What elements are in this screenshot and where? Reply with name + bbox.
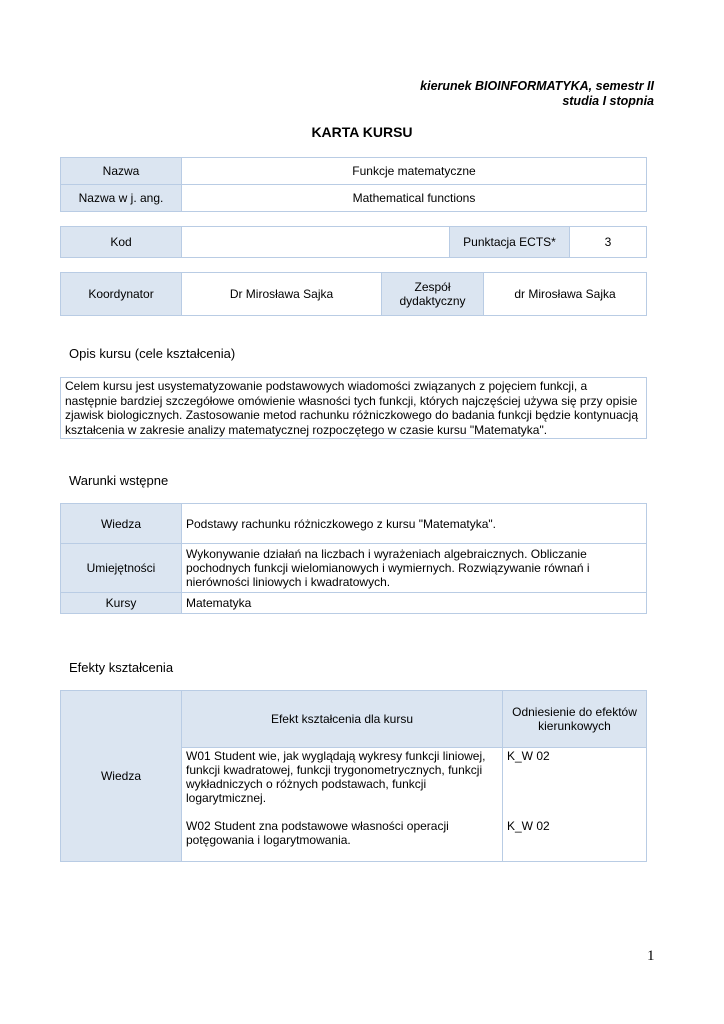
outcomes-refs <box>503 748 647 862</box>
name-label: Nazwa <box>61 158 182 185</box>
prereq-skills-label: Umiejętności <box>61 544 182 593</box>
code-label: Kod <box>61 227 182 258</box>
team-value: dr Mirosława Sajka <box>484 273 647 316</box>
outcomes-heading: Efekty kształcenia <box>69 660 174 675</box>
outcome-ref: K_W 02 <box>507 749 550 763</box>
course-code-table <box>60 226 647 258</box>
document-title: KARTA KURSU <box>311 124 413 140</box>
ects-label: Punktacja ECTS* <box>450 227 570 258</box>
coordinator-table <box>60 272 647 316</box>
outcome-item: W01 Student wie, jak wyglądają wykresy funkcji liniowej, funkcji kwadratowej, funkcji trygonometrycznych, funkcji wykładniczych o różnych podstawach, funkcji logarytmicznej. <box>186 749 486 805</box>
description-heading: Opis kursu (cele kształcenia) <box>69 346 236 361</box>
header-line-1: kierunek BIOINFORMATYKA, semestr II <box>420 79 654 93</box>
prereq-knowledge-label: Wiedza <box>61 504 182 544</box>
outcomes-list <box>182 748 503 862</box>
outcome-ref: K_W 02 <box>507 819 550 833</box>
header-line-2: studia I stopnia <box>562 94 654 108</box>
prerequisites-table <box>60 503 647 614</box>
course-name-table <box>60 157 647 212</box>
code-value <box>182 227 450 258</box>
ects-value: 3 <box>570 227 647 258</box>
name-en-value: Mathematical functions <box>182 185 647 212</box>
name-value: Funkcje matematyczne <box>182 158 647 185</box>
coordinator-value: Dr Mirosława Sajka <box>182 273 382 316</box>
outcomes-table <box>60 690 647 862</box>
page-number: 1 <box>647 948 655 964</box>
prereq-courses-label: Kursy <box>61 593 182 614</box>
prerequisites-heading: Warunki wstępne <box>69 473 169 488</box>
coordinator-label: Koordynator <box>61 273 182 316</box>
outcomes-col-reference: Odniesienie do efektów kierunkowych <box>503 691 647 748</box>
outcomes-col-outcome: Efekt kształcenia dla kursu <box>182 691 503 748</box>
description-text: Celem kursu jest usystematyzowanie podstawowych wiadomości związanych z pojęciem funkcji, a następnie bardziej szczegółowe omówienie własności tych funkcji, których najczęściej używa się przy opisie zjawisk biologicznych. Zastosowanie metod rachunku różniczkowego do badania funkcji będzie kontynuacją kształcenia w zakresie analizy matematycznej rozpoczętego w czasie kursu "Matematyka". <box>60 377 647 439</box>
outcomes-category: Wiedza <box>61 691 182 862</box>
outcome-item: W02 Student zna podstawowe własności operacji potęgowania i logarytmowania. <box>186 819 449 847</box>
prereq-knowledge-value: Podstawy rachunku różniczkowego z kursu "Matematyka". <box>182 504 647 544</box>
prereq-skills-value: Wykonywanie działań na liczbach i wyrażeniach algebraicznych. Obliczanie pochodnych funkcji wielomianowych i wymiernych. Rozwiązywanie równań i nierówności liniowych i kwadratowych. <box>182 544 647 593</box>
team-label: Zespół dydaktyczny <box>382 273 484 316</box>
prereq-courses-value: Matematyka <box>182 593 647 614</box>
name-en-label: Nazwa w j. ang. <box>61 185 182 212</box>
